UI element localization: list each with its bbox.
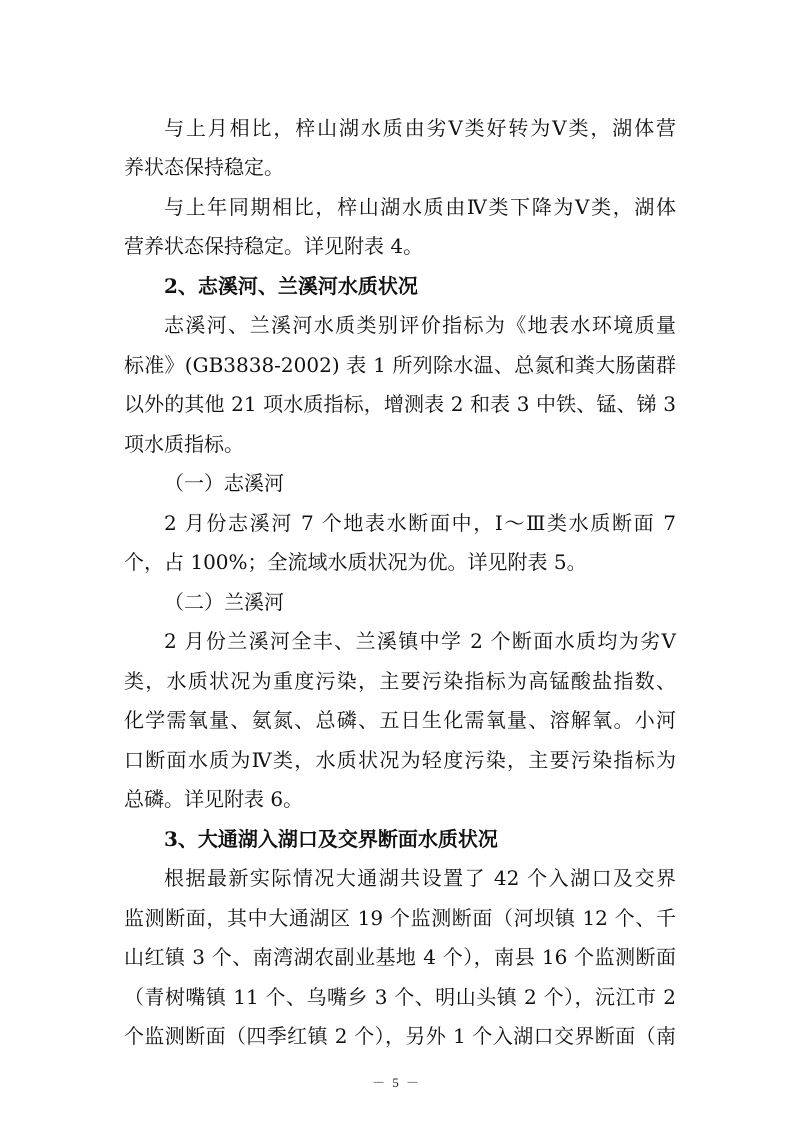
paragraph-line: 山红镇 3 个、南湾湖农副业基地 4 个），南县 16 个监测断面	[124, 945, 676, 969]
paragraph-line: 标准》(GB3838-2002) 表 1 所列除水温、总氮和粪大肠菌群	[124, 353, 676, 377]
paragraph-line: 口断面水质为Ⅳ类，水质状况为轻度污染，主要污染指标为	[124, 748, 676, 772]
paragraph-line: 类，水质状况为重度污染，主要污染指标为高锰酸盐指数、	[124, 669, 676, 693]
section-heading: 3、大通湖入湖口及交界断面水质状况	[164, 827, 498, 851]
paragraph-line: 个，占 100%；全流域水质状况为优。详见附表 5。	[124, 550, 587, 574]
paragraph-line: 以外的其他 21 项水质指标，增测表 2 和表 3 中铁、锰、锑 3	[124, 392, 676, 416]
paragraph-line: 与上月相比，梓山湖水质由劣Ⅴ类好转为Ⅴ类，湖体营	[164, 116, 676, 140]
paragraph-line: 养状态保持稳定。	[124, 155, 284, 179]
paragraph-line: 与上年同期相比，梓山湖水质由Ⅳ类下降为Ⅴ类，湖体	[164, 195, 676, 219]
section-heading: 2、志溪河、兰溪河水质状况	[164, 274, 418, 298]
subsection-heading: （一）志溪河	[164, 471, 284, 495]
paragraph-line: 个监测断面（四季红镇 2 个），另外 1 个入湖口交界断面（南	[124, 1024, 676, 1048]
paragraph-line: 监测断面，其中大通湖区 19 个监测断面（河坝镇 12 个、千	[124, 906, 676, 930]
paragraph-line: 志溪河、兰溪河水质类别评价指标为《地表水环境质量	[164, 313, 676, 337]
page-number: － 5 －	[371, 1075, 421, 1090]
paragraph-line: （青树嘴镇 11 个、乌嘴乡 3 个、明山头镇 2 个），沅江市 2	[124, 985, 676, 1009]
paragraph-line: 化学需氧量、氨氮、总磷、五日生化需氧量、溶解氧。小河	[124, 708, 676, 732]
paragraph-line: 营养状态保持稳定。详见附表 4。	[124, 234, 424, 258]
subsection-heading: （二）兰溪河	[164, 590, 284, 614]
paragraph-line: 总磷。详见附表 6。	[124, 787, 304, 811]
paragraph-line: 2 月份志溪河 7 个地表水断面中，Ⅰ～Ⅲ类水质断面 7	[164, 511, 676, 535]
paragraph-line: 项水质指标。	[124, 432, 244, 456]
paragraph-line: 2 月份兰溪河全丰、兰溪镇中学 2 个断面水质均为劣Ⅴ	[164, 629, 676, 653]
paragraph-line: 根据最新实际情况大通湖共设置了 42 个入湖口及交界	[164, 866, 676, 890]
